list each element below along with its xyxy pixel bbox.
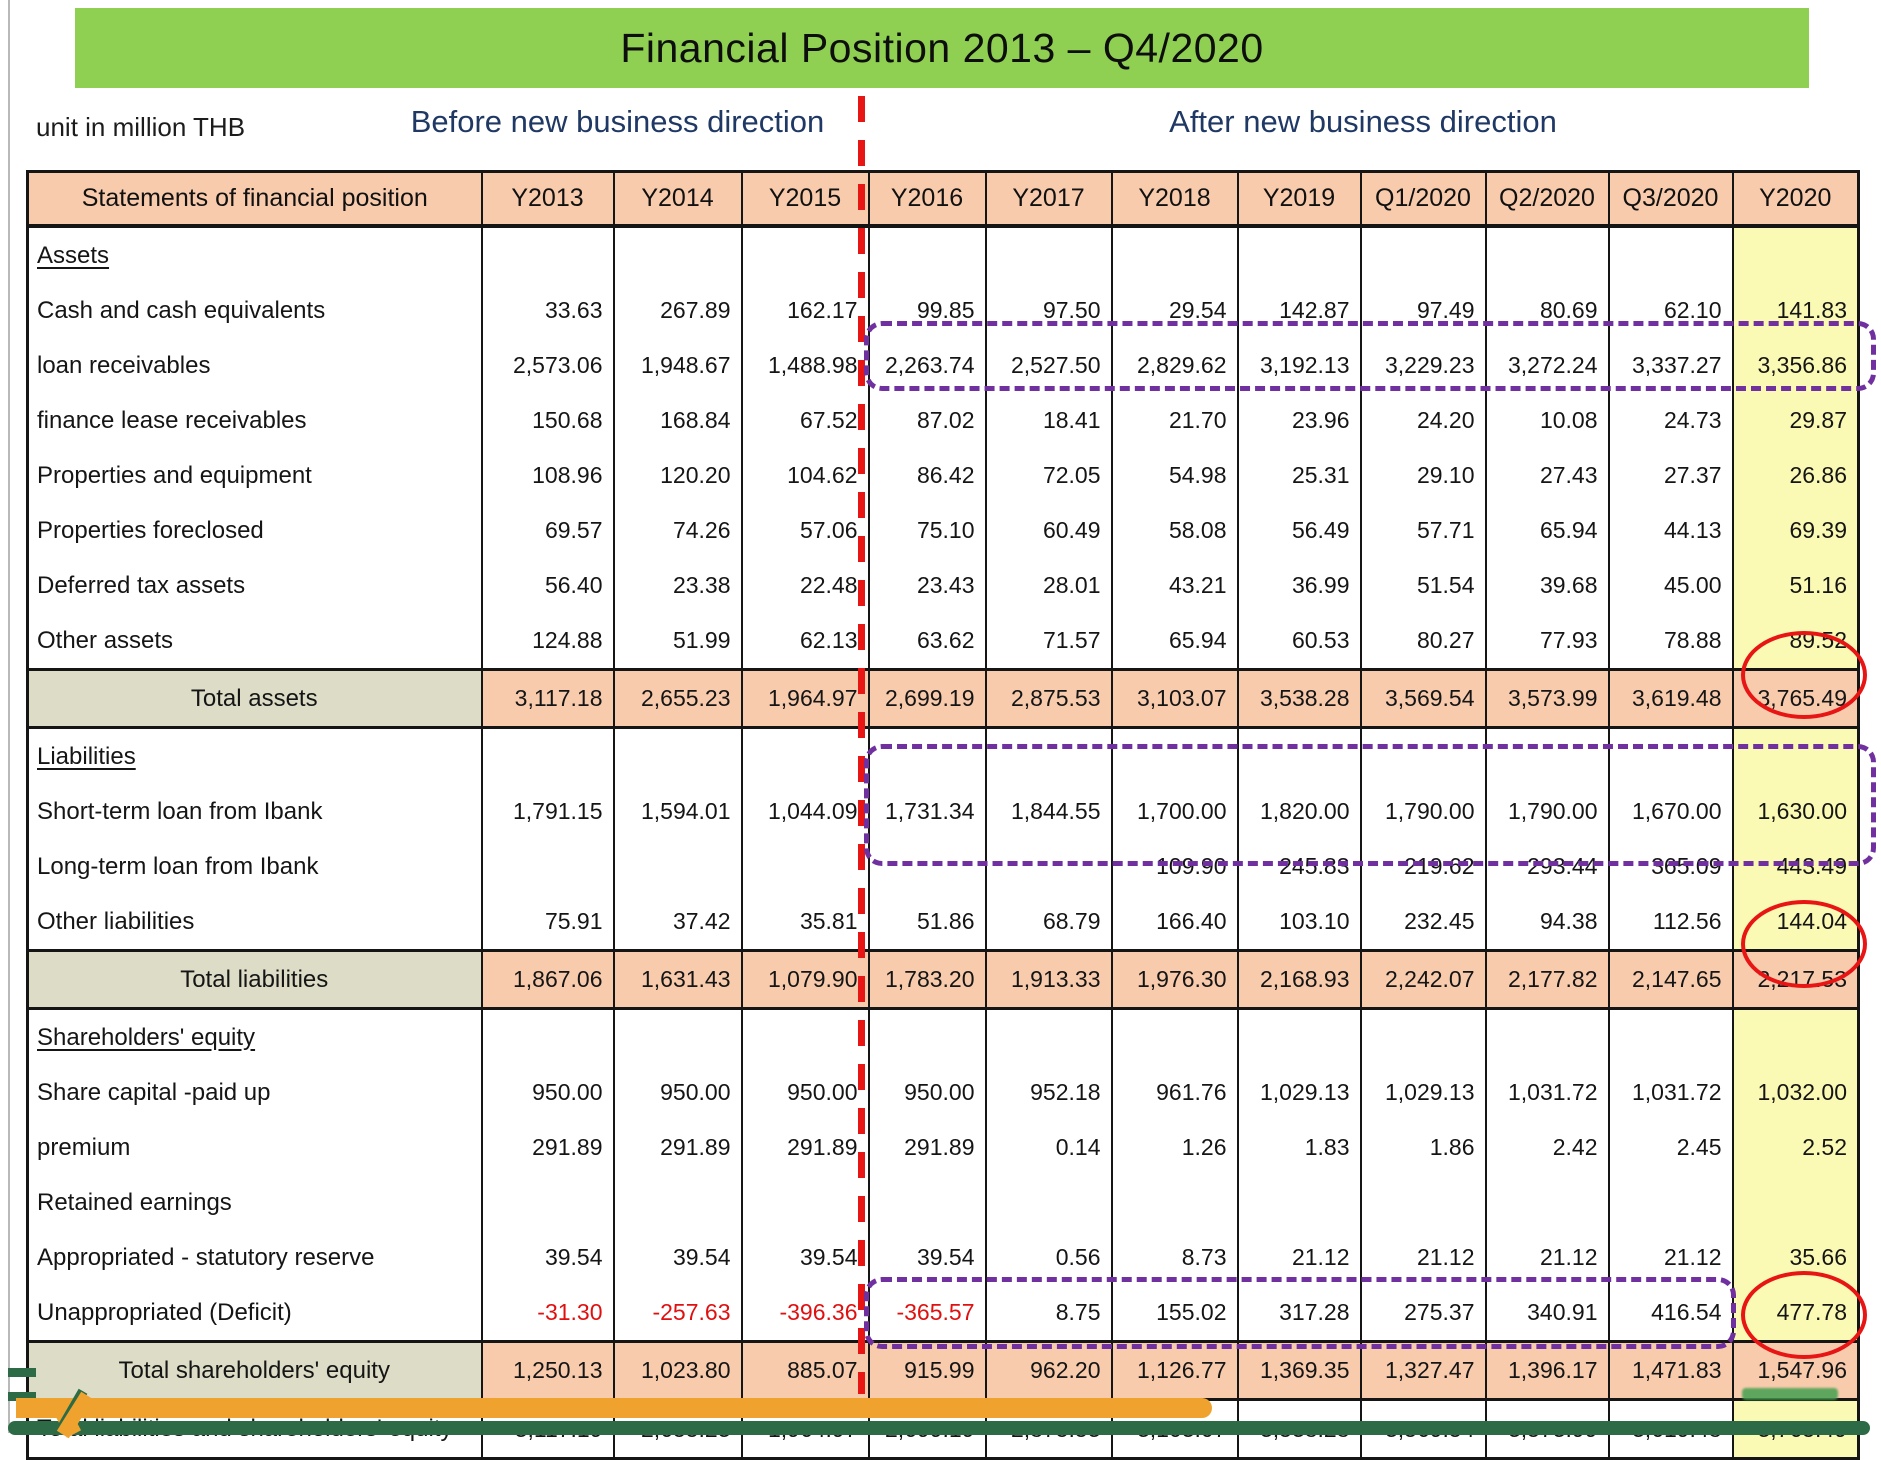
table-cell: 69.39	[1733, 503, 1859, 558]
table-cell: 1,396.17	[1486, 1342, 1609, 1400]
column-header: Y2013	[482, 172, 614, 227]
table-cell: 1.26	[1112, 1120, 1238, 1175]
table-cell: 65.94	[1486, 503, 1609, 558]
table-cell: 961.76	[1112, 1065, 1238, 1120]
table-cell: 2,699.19	[869, 670, 986, 728]
green-watermark-decoration	[1742, 1388, 1838, 1400]
table-cell: 1,670.00	[1609, 784, 1733, 839]
table-cell: 86.42	[869, 448, 986, 503]
table-cell: 109.90	[1112, 839, 1238, 894]
table-cell: 1,976.30	[1112, 951, 1238, 1009]
table-cell: 365.09	[1609, 839, 1733, 894]
table-cell: 56.49	[1238, 503, 1361, 558]
table-cell	[614, 728, 742, 785]
table-cell	[986, 1175, 1112, 1230]
table-cell: 443.49	[1733, 839, 1859, 894]
table-cell	[1238, 226, 1361, 283]
table-cell: 72.05	[986, 448, 1112, 503]
table-cell: 1,369.35	[1238, 1342, 1361, 1400]
table-cell: 124.88	[482, 613, 614, 670]
table-cell: 10.08	[1486, 393, 1609, 448]
table-cell: -365.57	[869, 1285, 986, 1342]
table-cell: 77.93	[1486, 613, 1609, 670]
column-header: Y2017	[986, 172, 1112, 227]
row-label: Retained earnings	[28, 1175, 482, 1230]
table-cell	[742, 226, 869, 283]
table-cell: 74.26	[614, 503, 742, 558]
page-title: Financial Position 2013 – Q4/2020	[620, 24, 1264, 71]
table-cell	[482, 1009, 614, 1066]
table-cell: 267.89	[614, 283, 742, 338]
footer-orange-bar	[16, 1398, 1212, 1418]
table-cell: 3,117.18	[482, 670, 614, 728]
table-cell	[986, 226, 1112, 283]
table-cell: 21.12	[1486, 1230, 1609, 1285]
table-cell	[1112, 1175, 1238, 1230]
table-row	[28, 1009, 1859, 1066]
table-cell: 142.87	[1238, 283, 1361, 338]
table-cell: 24.20	[1361, 393, 1486, 448]
table-cell: 950.00	[869, 1065, 986, 1120]
table-cell: 1,471.83	[1609, 1342, 1733, 1400]
row-label: Other liabilities	[28, 894, 482, 951]
table-cell: 1,488.98	[742, 338, 869, 393]
table-row	[28, 1120, 1859, 1175]
table-cell	[482, 1175, 614, 1230]
table-cell: 2.42	[1486, 1120, 1609, 1175]
table-cell: 962.20	[986, 1342, 1112, 1400]
table-cell: 2.52	[1733, 1120, 1859, 1175]
table-cell: 120.20	[614, 448, 742, 503]
table-cell: 39.54	[614, 1230, 742, 1285]
table-cell: 1.86	[1361, 1120, 1486, 1175]
table-cell: 1,029.13	[1361, 1065, 1486, 1120]
slide-edge-line	[8, 0, 10, 1433]
table-cell: 2,147.65	[1609, 951, 1733, 1009]
row-label: finance lease receivables	[28, 393, 482, 448]
table-cell	[869, 1009, 986, 1066]
table-cell	[869, 1175, 986, 1230]
table-cell: 1.83	[1238, 1120, 1361, 1175]
table-cell: 80.69	[1486, 283, 1609, 338]
column-header: Q3/2020	[1609, 172, 1733, 227]
table-row	[28, 613, 1859, 670]
table-cell: 51.16	[1733, 558, 1859, 613]
table-cell: 29.87	[1733, 393, 1859, 448]
table-cell: 1,250.13	[482, 1342, 614, 1400]
row-label: loan receivables	[28, 338, 482, 393]
table-cell: 1,790.00	[1486, 784, 1609, 839]
table-cell: 1,031.72	[1609, 1065, 1733, 1120]
table-cell: 62.10	[1609, 283, 1733, 338]
table-cell: 3,765.49	[1733, 670, 1859, 728]
table-cell: 915.99	[869, 1342, 986, 1400]
table-cell: 58.08	[1112, 503, 1238, 558]
header-row	[28, 172, 1859, 227]
table-cell: 56.40	[482, 558, 614, 613]
table-cell: 75.10	[869, 503, 986, 558]
table-cell: 65.94	[1112, 613, 1238, 670]
circle-total-liabilities-y2020	[1741, 900, 1867, 988]
circle-total-assets-y2020	[1741, 631, 1867, 719]
table-cell: 219.62	[1361, 839, 1486, 894]
table-cell: 1,594.01	[614, 784, 742, 839]
table-cell: 60.49	[986, 503, 1112, 558]
table-row	[28, 1065, 1859, 1120]
table-cell: 1,700.00	[1112, 784, 1238, 839]
table-cell: 950.00	[614, 1065, 742, 1120]
table-cell: 1,867.06	[482, 951, 614, 1009]
table-cell: 21.12	[1361, 1230, 1486, 1285]
table-cell: 885.07	[742, 1342, 869, 1400]
table-cell: 97.50	[986, 283, 1112, 338]
table-cell: 2,168.93	[1238, 951, 1361, 1009]
table-cell	[1486, 1175, 1609, 1230]
table-cell	[986, 1009, 1112, 1066]
table-cell: 69.57	[482, 503, 614, 558]
row-label: Unappropriated (Deficit)	[28, 1285, 482, 1342]
table-cell: 166.40	[1112, 894, 1238, 951]
table-cell: 39.54	[869, 1230, 986, 1285]
table-cell	[614, 1009, 742, 1066]
row-label: Short-term loan from Ibank	[28, 784, 482, 839]
table-cell: 2,875.53	[986, 670, 1112, 728]
row-label: Other assets	[28, 613, 482, 670]
row-label: Total assets	[28, 670, 482, 728]
row-label: premium	[28, 1120, 482, 1175]
table-cell: 1,731.34	[869, 784, 986, 839]
table-cell: 51.54	[1361, 558, 1486, 613]
table-row	[28, 1175, 1859, 1230]
table-cell: 3,569.54	[1361, 670, 1486, 728]
table-cell	[1361, 1175, 1486, 1230]
table-cell: 21.12	[1609, 1230, 1733, 1285]
table-cell: 141.83	[1733, 283, 1859, 338]
before-direction-label: Before new business direction	[410, 104, 825, 139]
row-label: Appropriated - statutory reserve	[28, 1230, 482, 1285]
table-cell: 63.62	[869, 613, 986, 670]
table-cell: 103.10	[1238, 894, 1361, 951]
table-cell: 60.53	[1238, 613, 1361, 670]
corner-decoration	[8, 1368, 36, 1377]
table-cell: 2,527.50	[986, 338, 1112, 393]
table-cell: 1,791.15	[482, 784, 614, 839]
table-cell: 67.52	[742, 393, 869, 448]
table-cell: 952.18	[986, 1065, 1112, 1120]
table-cell: 2,655.23	[614, 670, 742, 728]
table-row	[28, 503, 1859, 558]
table-cell: 25.31	[1238, 448, 1361, 503]
table-cell: 416.54	[1609, 1285, 1733, 1342]
table-cell: 3,229.23	[1361, 338, 1486, 393]
column-header: Y2014	[614, 172, 742, 227]
table-row	[28, 670, 1859, 728]
table-cell: 3,337.27	[1609, 338, 1733, 393]
table-cell	[742, 728, 869, 785]
table-cell: 1,964.97	[742, 670, 869, 728]
table-cell: 18.41	[986, 393, 1112, 448]
table-cell: 1,790.00	[1361, 784, 1486, 839]
table-cell: 8.75	[986, 1285, 1112, 1342]
table-cell	[1486, 1009, 1609, 1066]
table-cell: -257.63	[614, 1285, 742, 1342]
row-label: Long-term loan from Ibank	[28, 839, 482, 894]
row-label: Share capital -paid up	[28, 1065, 482, 1120]
table-cell: 317.28	[1238, 1285, 1361, 1342]
table-cell: 2,829.62	[1112, 338, 1238, 393]
table-cell: 23.38	[614, 558, 742, 613]
table-cell: 108.96	[482, 448, 614, 503]
table-cell: 1,783.20	[869, 951, 986, 1009]
table-cell: 57.06	[742, 503, 869, 558]
table-cell: 36.99	[1238, 558, 1361, 613]
table-cell: 2,217.53	[1733, 951, 1859, 1009]
column-header: Y2020	[1733, 172, 1859, 227]
table-cell	[1609, 226, 1733, 283]
row-label: Total liabilities	[28, 951, 482, 1009]
table-cell	[1609, 1009, 1733, 1066]
table-cell: 168.84	[614, 393, 742, 448]
table-cell: 291.89	[869, 1120, 986, 1175]
table-cell: 1,029.13	[1238, 1065, 1361, 1120]
table-row	[28, 894, 1859, 951]
highlight-box-total-equity	[864, 1277, 1736, 1349]
table-cell: 22.48	[742, 558, 869, 613]
highlight-box-loan-receivables	[864, 321, 1876, 391]
table-cell: 44.13	[1609, 503, 1733, 558]
table-cell: 26.86	[1733, 448, 1859, 503]
title-banner	[75, 8, 1809, 88]
table-cell: 51.86	[869, 894, 986, 951]
table-cell: 2,242.07	[1361, 951, 1486, 1009]
table-cell: 1,547.96	[1733, 1342, 1859, 1400]
circle-total-equity-y2020	[1741, 1271, 1867, 1359]
table-cell	[1361, 226, 1486, 283]
table-cell: 3,538.28	[1238, 670, 1361, 728]
table-cell: 51.99	[614, 613, 742, 670]
table-cell: 477.78	[1733, 1285, 1859, 1342]
table-cell	[1733, 226, 1859, 283]
table-cell: 71.57	[986, 613, 1112, 670]
table-cell: 150.68	[482, 393, 614, 448]
table-cell	[1238, 1009, 1361, 1066]
table-cell: 2,263.74	[869, 338, 986, 393]
table-cell: 23.96	[1238, 393, 1361, 448]
table-cell	[742, 839, 869, 894]
table-cell: 37.42	[614, 894, 742, 951]
row-label: Shareholders' equity	[28, 1009, 482, 1066]
table-cell	[742, 1009, 869, 1066]
table-cell: 1,044.09	[742, 784, 869, 839]
table-cell: 1,948.67	[614, 338, 742, 393]
table-cell: 35.81	[742, 894, 869, 951]
table-cell	[1361, 1009, 1486, 1066]
table-cell: 97.49	[1361, 283, 1486, 338]
table-cell: 75.91	[482, 894, 614, 951]
table-cell	[1238, 1175, 1361, 1230]
table-cell: 3,356.86	[1733, 338, 1859, 393]
row-label: Liabilities	[28, 728, 482, 785]
table-cell: 54.98	[1112, 448, 1238, 503]
table-cell	[614, 839, 742, 894]
table-cell: 245.83	[1238, 839, 1361, 894]
table-cell: 950.00	[742, 1065, 869, 1120]
table-cell: 1,079.90	[742, 951, 869, 1009]
table-cell: 3,619.48	[1609, 670, 1733, 728]
table-cell: 21.70	[1112, 393, 1238, 448]
row-label: Cash and cash equivalents	[28, 283, 482, 338]
table-cell: 1,327.47	[1361, 1342, 1486, 1400]
table-cell	[614, 1175, 742, 1230]
row-label: Assets	[28, 226, 482, 283]
table-cell: 1,031.72	[1486, 1065, 1609, 1120]
table-cell: 33.63	[482, 283, 614, 338]
table-cell: 1,844.55	[986, 784, 1112, 839]
table-row	[28, 226, 1859, 283]
column-header: Y2018	[1112, 172, 1238, 227]
table-cell: 1,913.33	[986, 951, 1112, 1009]
row-label: Properties and equipment	[28, 448, 482, 503]
table-row	[28, 558, 1859, 613]
table-row	[28, 393, 1859, 448]
table-cell: 24.73	[1609, 393, 1733, 448]
table-cell: 232.45	[1361, 894, 1486, 951]
table-cell: 1,820.00	[1238, 784, 1361, 839]
column-header: Q2/2020	[1486, 172, 1609, 227]
table-cell: 29.10	[1361, 448, 1486, 503]
table-cell: 29.54	[1112, 283, 1238, 338]
table-cell: 2,573.06	[482, 338, 614, 393]
table-cell: 43.21	[1112, 558, 1238, 613]
table-cell: 104.62	[742, 448, 869, 503]
row-label: Properties foreclosed	[28, 503, 482, 558]
table-cell: 62.13	[742, 613, 869, 670]
table-cell	[1733, 1009, 1859, 1066]
table-cell	[482, 226, 614, 283]
table-cell: 293.44	[1486, 839, 1609, 894]
table-cell: 23.43	[869, 558, 986, 613]
table-cell: -396.36	[742, 1285, 869, 1342]
row-label: Total shareholders' equity	[28, 1342, 482, 1400]
table-row	[28, 448, 1859, 503]
table-cell: 39.68	[1486, 558, 1609, 613]
table-cell: 112.56	[1609, 894, 1733, 951]
table-cell: 80.27	[1361, 613, 1486, 670]
table-cell: 1,630.00	[1733, 784, 1859, 839]
table-cell: 99.85	[869, 283, 986, 338]
table-cell: 68.79	[986, 894, 1112, 951]
table-cell: 950.00	[482, 1065, 614, 1120]
table-cell: -31.30	[482, 1285, 614, 1342]
table-cell: 3,103.07	[1112, 670, 1238, 728]
table-cell	[1112, 1009, 1238, 1066]
table-cell: 1,032.00	[1733, 1065, 1859, 1120]
table-cell: 94.38	[1486, 894, 1609, 951]
table-cell	[869, 226, 986, 283]
table-cell: 8.73	[1112, 1230, 1238, 1285]
table-cell: 78.88	[1609, 613, 1733, 670]
table-cell: 1,023.80	[614, 1342, 742, 1400]
table-cell: 162.17	[742, 283, 869, 338]
table-cell: 57.71	[1361, 503, 1486, 558]
table-cell: 35.66	[1733, 1230, 1859, 1285]
table-row	[28, 1342, 1859, 1400]
table-cell: 39.54	[742, 1230, 869, 1285]
column-header: Y2016	[869, 172, 986, 227]
table-cell: 89.52	[1733, 613, 1859, 670]
table-cell	[482, 728, 614, 785]
table-cell: 3,192.13	[1238, 338, 1361, 393]
highlight-box-ibank-loans	[864, 744, 1876, 866]
table-cell: 1,126.77	[1112, 1342, 1238, 1400]
table-cell: 39.54	[482, 1230, 614, 1285]
table-cell: 291.89	[482, 1120, 614, 1175]
table-cell: 144.04	[1733, 894, 1859, 951]
row-label: Deferred tax assets	[28, 558, 482, 613]
after-direction-label: After new business direction	[1169, 104, 1557, 139]
table-cell	[1733, 1175, 1859, 1230]
unit-label: unit in million THB	[36, 112, 246, 142]
table-cell	[1609, 1175, 1733, 1230]
column-header: Y2015	[742, 172, 869, 227]
table-cell: 21.12	[1238, 1230, 1361, 1285]
before-after-divider-line	[858, 96, 865, 1394]
column-header: Y2019	[1238, 172, 1361, 227]
table-cell: 45.00	[1609, 558, 1733, 613]
table-cell: 155.02	[1112, 1285, 1238, 1342]
table-cell: 87.02	[869, 393, 986, 448]
table-row	[28, 951, 1859, 1009]
column-header-label: Statements of financial position	[28, 172, 482, 227]
table-cell: 2,177.82	[1486, 951, 1609, 1009]
table-cell: 291.89	[614, 1120, 742, 1175]
table-cell: 1,631.43	[614, 951, 742, 1009]
table-cell	[482, 839, 614, 894]
table-cell: 3,272.24	[1486, 338, 1609, 393]
column-header: Q1/2020	[1361, 172, 1486, 227]
table-cell: 27.43	[1486, 448, 1609, 503]
table-cell	[1486, 226, 1609, 283]
table-cell: 0.56	[986, 1230, 1112, 1285]
table-cell: 3,573.99	[1486, 670, 1609, 728]
table-cell: 275.37	[1361, 1285, 1486, 1342]
table-cell: 27.37	[1609, 448, 1733, 503]
table-cell	[614, 226, 742, 283]
table-cell: 28.01	[986, 558, 1112, 613]
table-cell: 340.91	[1486, 1285, 1609, 1342]
table-cell	[742, 1175, 869, 1230]
table-cell: 291.89	[742, 1120, 869, 1175]
table-cell: 0.14	[986, 1120, 1112, 1175]
table-cell	[1112, 226, 1238, 283]
table-cell: 2.45	[1609, 1120, 1733, 1175]
